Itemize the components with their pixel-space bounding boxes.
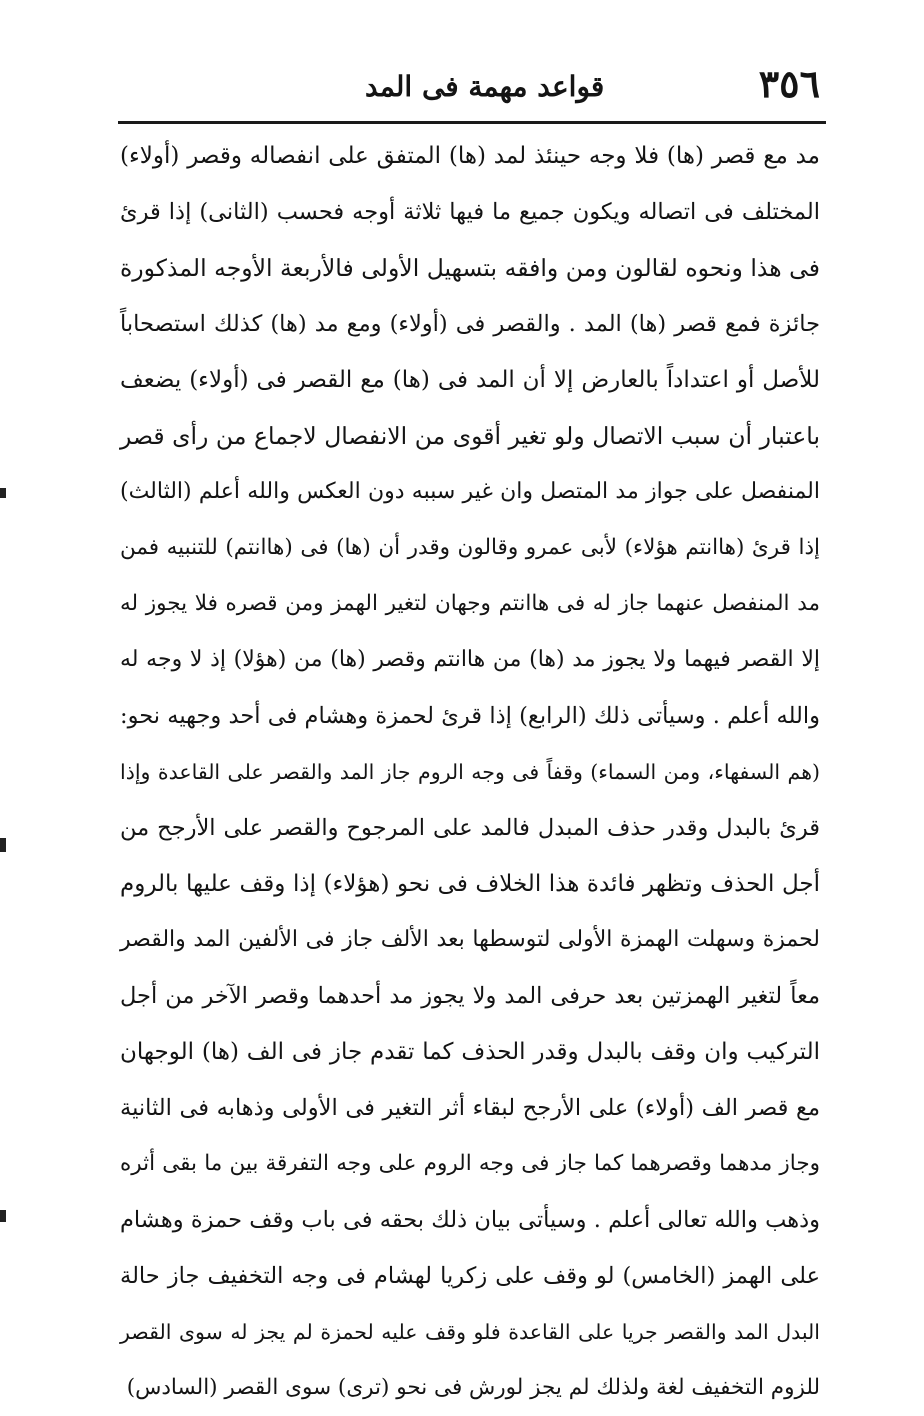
text-line: وجاز مدهما وقصرهما كما جاز فى وجه الروم على وجه التفرقة بين ما بقى أثره [120, 1151, 820, 1176]
text-line: للأصل أو اعتداداً بالعارض إلا أن المد فى (ها) مع القصر فى (أولاء) يضعف [120, 367, 820, 393]
text-line: مد المنفصل عنهما جاز له فى هاانتم وجهان لتغير الهمز ومن قصره فلا يجوز له [120, 591, 820, 616]
scan-edge-mark [0, 1210, 6, 1222]
text-line: والله أعلم . وسيأتى ذلك (الرابع) إذا قرئ لحمزة وهشام فى أحد وجهيه نحو: [120, 703, 820, 729]
text-line: مع قصر الف (أولاء) على الأرجح لبقاء أثر التغير فى الأولى وذهابه فى الثانية [120, 1095, 820, 1121]
text-line: أجل الحذف وتظهر فائدة هذا الخلاف فى نحو (هؤلاء) إذا وقف عليها بالروم [120, 871, 820, 897]
text-line: (هم السفهاء، ومن السماء) وقفاً فى وجه الروم جاز المد والقصر على القاعدة وإذا [120, 760, 820, 784]
text-line: مد مع قصر (ها) فلا وجه حينئذ لمد (ها) المتفق على انفصاله وقصر (أولاء) [120, 143, 820, 169]
text-line: وذهب والله تعالى أعلم . وسيأتى بيان ذلك بحقه فى باب وقف حمزة وهشام [120, 1207, 820, 1233]
text-line: إلا القصر فيهما ولا يجوز مد (ها) من هاانتم وقصر (ها) من (هؤلا) إذ لا وجه له [120, 647, 820, 672]
page-number: ٣٥٦ [758, 61, 820, 106]
text-line: معاً لتغير الهمزتين بعد حرفى المد ولا يجوز مد أحدهما وقصر الآخر من أجل [120, 983, 820, 1009]
text-line: التركيب وان وقف بالبدل وقدر الحذف كما تقدم جاز فى الف (ها) الوجهان [120, 1039, 820, 1065]
text-line: باعتبار أن سبب الاتصال ولو تغير أقوى من الانفصال لاجماع من رأى قصر [120, 422, 820, 450]
header-rule [118, 121, 826, 124]
text-line: إذا قرئ (هاانتم هؤلاء) لأبى عمرو وقالون وقدر أن (ها) فى (هاانتم) للتنبيه فمن [120, 535, 820, 560]
text-line: للزوم التخفيف لغة ولذلك لم يجز لورش فى نحو (ترى) سوى القصر (السادس) [126, 1375, 820, 1400]
text-line: المختلف فى اتصاله ويكون جميع ما فيها ثلاثة أوجه فحسب (الثانى) إذا قرئ [120, 199, 820, 225]
text-line: المنفصل على جواز مد المتصل وان غير سببه دون العكس والله أعلم (الثالث) [120, 479, 820, 504]
scan-edge-mark [0, 488, 6, 498]
text-line: على الهمز (الخامس) لو وقف على زكريا لهشام فى وجه التخفيف جاز حالة [120, 1263, 820, 1289]
page-header [120, 62, 820, 114]
text-line: لحمزة وسهلت الهمزة الأولى لتوسطها بعد الألف جاز فى الألفين المد والقصر [120, 927, 820, 952]
text-line: فى هذا ونحوه لقالون ومن وافقه بتسهيل الأولى فالأربعة الأوجه المذكورة [120, 254, 820, 282]
text-line: قرئ بالبدل وقدر حذف المبدل فالمد على المرجوح والقصر على الأرجح من [120, 815, 820, 841]
text-line: البدل المد والقصر جريا على القاعدة فلو وقف عليه لحمزة لم يجز له سوى القصر [120, 1320, 820, 1344]
running-title: قواعد مهمة فى المد [365, 70, 605, 103]
scan-edge-mark [0, 838, 6, 852]
text-line: جائزة فمع قصر (ها) المد . والقصر فى (أولاء) ومع مد (ها) كذلك استصحاباً [120, 311, 820, 337]
body-text [120, 128, 820, 1416]
